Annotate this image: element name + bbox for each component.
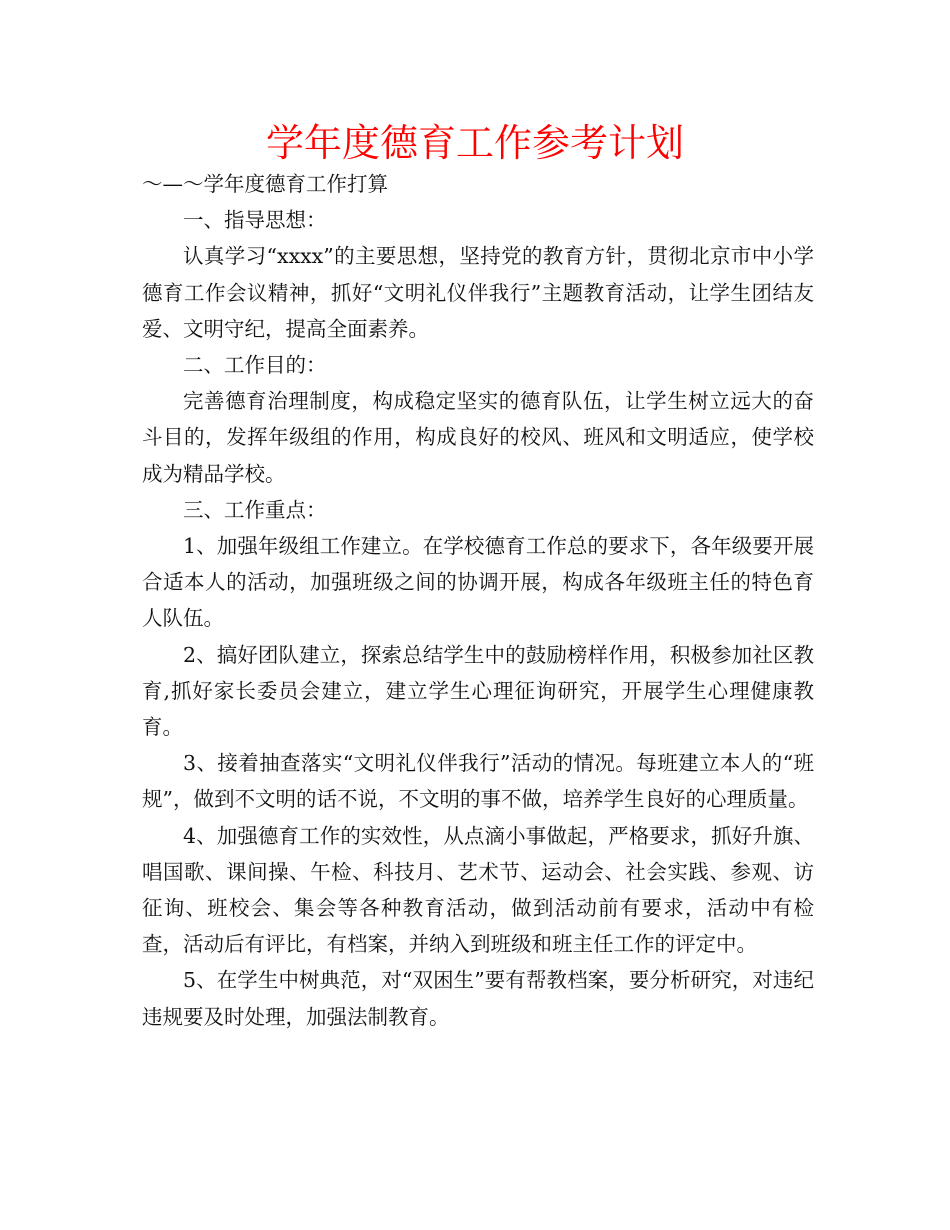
document-title: 学年度德育工作参考计划 (265, 121, 684, 165)
paragraph-focus-item-4: 4、加强德育工作的实效性，从点滴小事做起，严格要求，抓好升旗、唱国歌、课间操、午检、科技月、艺术节、运动会、社会实践、参观、访征询、班校会、集会等各种教育活动，做到活动前有要求，活动中有检查，活动后有评比，有档案，并纳入到班级和班主任工作的评定中。 (142, 823, 814, 957)
paragraph-focus-item-2: 2、搞好团队建立，探索总结学生中的鼓励榜样作用，积极参加社区教育,抓好家长委员会建立，建立学生心理征询研究，开展学生心理健康教育。 (142, 642, 814, 740)
section-heading-guiding-thought: 一、指导思想： (183, 208, 327, 233)
paragraph-focus-item-5: 5、在学生中树典范，对“双困生”要有帮教档案，要分析研究，对违纪违规要及时处理，加强法制教育。 (142, 968, 814, 1029)
section-heading-work-goal: 二、工作目的： (183, 353, 327, 378)
paragraph-guiding-thought: 认真学习“xxxx”的主要思想，坚持党的教育方针，贯彻北京市中小学德育工作会议精神，抓好“文明礼仪伴我行”主题教育活动，让学生团结友爱、文明守纪，提高全面素养。 (142, 244, 814, 341)
document-body (142, 166, 814, 1035)
document-subtitle: ～—～学年度德育工作打算 (142, 172, 388, 196)
paragraph-focus-item-3: 3、接着抽查落实“文明礼仪伴我行”活动的情况。每班建立本人的“班规”，做到不文明的话不说，不文明的事不做，培养学生良好的心理质量。 (142, 751, 814, 812)
section-heading-work-focus: 三、工作重点： (183, 497, 327, 522)
paragraph-focus-item-1: 1、加强年级组工作建立。在学校德育工作总的要求下，各年级要开展合适本人的活动，加强班级之间的协调开展，构成各年级班主任的特色育人队伍。 (142, 534, 814, 631)
paragraph-work-goal: 完善德育治理制度，构成稳定坚实的德育队伍，让学生树立远大的奋斗目的，发挥年级组的作用，构成良好的校风、班风和文明适应，使学校成为精品学校。 (142, 389, 814, 486)
